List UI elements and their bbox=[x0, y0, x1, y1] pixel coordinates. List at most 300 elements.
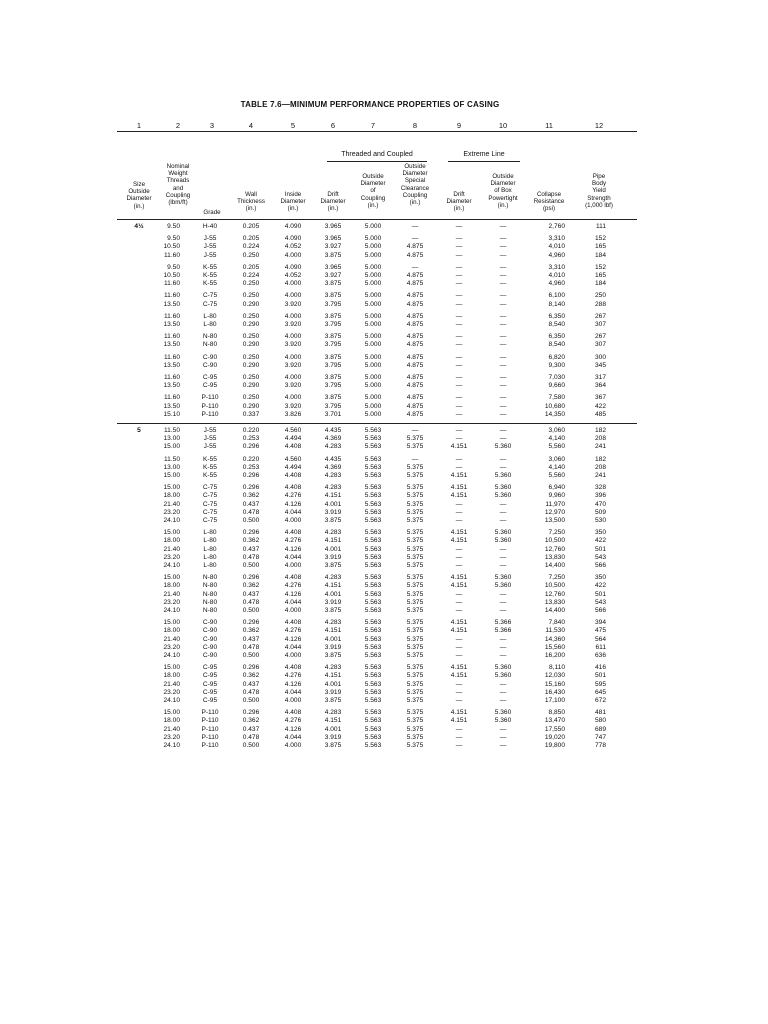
table-cell: 4.151 bbox=[324, 717, 342, 725]
table-cell: — bbox=[499, 321, 507, 328]
table-cell: 3.919 bbox=[324, 598, 342, 606]
table-cell: 8,110 bbox=[548, 664, 565, 672]
table-cell: N-80 bbox=[202, 574, 218, 582]
table-cell: 5.360 bbox=[494, 582, 512, 590]
table-cell: 13.50 bbox=[163, 361, 180, 369]
table-cell: 250 bbox=[594, 292, 606, 300]
table-cell: — bbox=[499, 688, 507, 696]
table-cell: 13.50 bbox=[163, 341, 180, 349]
table-cell: — bbox=[411, 455, 419, 463]
table-cell: L-80 bbox=[203, 545, 217, 553]
table-cell: 4.000 bbox=[284, 742, 302, 749]
column-header: Drift Diameter (in.) bbox=[320, 191, 346, 213]
table-cell: 4.000 bbox=[284, 697, 302, 704]
extreme-line-group-label: Extreme Line bbox=[463, 151, 505, 158]
table-cell: 0.250 bbox=[242, 292, 260, 300]
table-cell: 4.276 bbox=[284, 627, 302, 635]
table-cell: — bbox=[455, 251, 463, 259]
table-cell: 4.044 bbox=[284, 643, 302, 651]
table-cell: 6,350 bbox=[548, 312, 565, 320]
table-cell: 5.563 bbox=[364, 697, 382, 704]
table-row bbox=[0, 300, 768, 309]
column-header: Drift Diameter (in.) bbox=[446, 191, 472, 213]
table-cell: 24.10 bbox=[163, 517, 180, 524]
table-cell: 9,300 bbox=[548, 361, 565, 369]
table-cell: 10,500 bbox=[544, 537, 565, 545]
table-cell: 5.563 bbox=[364, 443, 382, 451]
column-number-row bbox=[0, 121, 768, 131]
table-cell: C-90 bbox=[202, 643, 218, 651]
table-cell: 0.478 bbox=[242, 733, 260, 741]
table-cell: 13.50 bbox=[163, 300, 180, 308]
table-cell: 4.000 bbox=[284, 312, 302, 320]
table-cell: 4.126 bbox=[284, 500, 302, 508]
table-cell: 672 bbox=[594, 697, 606, 704]
table-cell: K-55 bbox=[203, 272, 217, 279]
table-cell: — bbox=[455, 243, 463, 251]
table-cell: 4.875 bbox=[406, 333, 424, 341]
table-cell: 300 bbox=[594, 353, 606, 361]
table-cell: 5.375 bbox=[406, 545, 424, 553]
table-cell: 5.563 bbox=[364, 537, 382, 545]
table-cell: — bbox=[455, 341, 463, 349]
table-cell: 5.000 bbox=[364, 235, 382, 243]
table-cell: 778 bbox=[594, 742, 606, 749]
table-cell: 4.151 bbox=[450, 582, 468, 590]
table-cell: — bbox=[455, 263, 463, 271]
table-cell: 396 bbox=[594, 492, 606, 500]
table-cell: 0.296 bbox=[242, 619, 260, 627]
table-cell: 5.000 bbox=[364, 263, 382, 271]
table-cell: 0.290 bbox=[242, 341, 260, 349]
table-cell: 0.296 bbox=[242, 574, 260, 582]
table-cell: 24.10 bbox=[163, 697, 180, 704]
header-rule bbox=[117, 219, 637, 220]
table-cell: C-95 bbox=[202, 382, 218, 390]
table-title: TABLE 7.6—MINIMUM PERFORMANCE PROPERTIES OF CASING bbox=[240, 100, 500, 109]
table-cell: 13.50 bbox=[163, 402, 180, 410]
table-row bbox=[0, 320, 768, 329]
table-cell: 14,350 bbox=[544, 410, 565, 418]
table-cell: 0.437 bbox=[242, 545, 260, 553]
table-cell: 10,680 bbox=[544, 402, 565, 410]
table-cell: J-55 bbox=[203, 243, 217, 251]
table-cell: 4.044 bbox=[284, 508, 302, 516]
table-cell: 5.375 bbox=[406, 484, 424, 492]
table-cell: L-80 bbox=[203, 537, 217, 545]
table-cell: 4.283 bbox=[324, 529, 342, 537]
table-cell: 3.920 bbox=[284, 402, 302, 410]
table-cell: 5.000 bbox=[364, 223, 382, 230]
table-cell: 4.408 bbox=[284, 709, 302, 717]
table-cell: 475 bbox=[594, 627, 606, 635]
table-cell: 5.563 bbox=[364, 709, 382, 717]
table-cell: 0.250 bbox=[242, 251, 260, 259]
table-cell: — bbox=[499, 341, 507, 349]
column-header: Collapse Resistance (psi) bbox=[533, 191, 565, 213]
table-cell: 0.478 bbox=[242, 508, 260, 516]
table-cell: 5.000 bbox=[364, 361, 382, 369]
table-cell: 5.366 bbox=[494, 627, 512, 635]
table-cell: 5.000 bbox=[364, 382, 382, 390]
table-cell: 3.965 bbox=[324, 223, 342, 230]
table-cell: N-80 bbox=[202, 341, 218, 349]
table-cell: 0.362 bbox=[242, 492, 260, 500]
table-row bbox=[0, 222, 768, 231]
table-cell: 24.10 bbox=[163, 742, 180, 749]
table-cell: 4.126 bbox=[284, 635, 302, 643]
table-cell: 4.151 bbox=[324, 672, 342, 680]
table-cell: 5.563 bbox=[364, 672, 382, 680]
table-cell: — bbox=[499, 353, 507, 361]
table-cell: 3,310 bbox=[548, 263, 565, 271]
table-cell: 509 bbox=[594, 508, 606, 516]
table-cell: 14,400 bbox=[544, 562, 565, 569]
table-cell: 208 bbox=[594, 435, 606, 443]
table-cell: 15.00 bbox=[163, 529, 180, 537]
table-cell: 3.965 bbox=[324, 263, 342, 271]
table-cell: 8,850 bbox=[548, 709, 565, 717]
table-cell: 0.296 bbox=[242, 709, 260, 717]
table-cell: N-80 bbox=[202, 598, 218, 606]
table-cell: 3.875 bbox=[324, 607, 342, 614]
section-rule bbox=[117, 423, 637, 424]
table-cell: 4.875 bbox=[406, 394, 424, 402]
table-cell: 5.375 bbox=[406, 500, 424, 508]
table-cell: 0.437 bbox=[242, 725, 260, 733]
size-label: 5 bbox=[137, 427, 141, 434]
table-cell: 10,500 bbox=[544, 582, 565, 590]
table-cell: — bbox=[455, 223, 463, 230]
table-cell: 5.375 bbox=[406, 463, 424, 471]
table-cell: 0.500 bbox=[242, 652, 260, 659]
table-cell: 4.276 bbox=[284, 582, 302, 590]
column-number: 1 bbox=[136, 121, 142, 130]
table-cell: 636 bbox=[594, 652, 606, 659]
table-row bbox=[0, 442, 768, 451]
table-cell: 4.151 bbox=[450, 529, 468, 537]
table-cell: — bbox=[499, 223, 507, 230]
table-cell: — bbox=[499, 263, 507, 271]
column-number: 10 bbox=[498, 121, 508, 130]
table-cell: 5.375 bbox=[406, 529, 424, 537]
table-cell: 4.875 bbox=[406, 361, 424, 369]
table-cell: 7,030 bbox=[548, 374, 565, 381]
table-cell: — bbox=[455, 652, 463, 659]
table-cell: 267 bbox=[594, 333, 606, 341]
table-cell: C-75 bbox=[202, 517, 218, 524]
table-row bbox=[0, 381, 768, 390]
table-cell: 501 bbox=[594, 672, 606, 680]
table-cell: 5.375 bbox=[406, 492, 424, 500]
table-cell: — bbox=[499, 553, 507, 561]
table-cell: 5.375 bbox=[406, 742, 424, 749]
table-cell: — bbox=[455, 733, 463, 741]
table-cell: L-80 bbox=[203, 321, 217, 328]
table-row bbox=[0, 361, 768, 370]
table-cell: 4.151 bbox=[450, 484, 468, 492]
table-row bbox=[0, 410, 768, 419]
table-cell: — bbox=[499, 455, 507, 463]
table-cell: — bbox=[455, 300, 463, 308]
table-cell: 5.563 bbox=[364, 635, 382, 643]
table-cell: 5.563 bbox=[364, 500, 382, 508]
table-cell: 0.220 bbox=[242, 455, 260, 463]
table-cell: 5.360 bbox=[494, 529, 512, 537]
table-cell: 3.875 bbox=[324, 280, 342, 288]
table-cell: — bbox=[499, 697, 507, 704]
table-cell: 0.224 bbox=[242, 243, 260, 251]
table-cell: 3.919 bbox=[324, 733, 342, 741]
table-cell: 4.151 bbox=[450, 574, 468, 582]
table-cell: 0.250 bbox=[242, 280, 260, 288]
top-rule bbox=[117, 131, 637, 132]
table-cell: 350 bbox=[594, 529, 606, 537]
table-cell: K-55 bbox=[203, 263, 217, 271]
table-cell: 5.563 bbox=[364, 725, 382, 733]
table-cell: 0.478 bbox=[242, 643, 260, 651]
table-cell: 21.40 bbox=[163, 500, 180, 508]
table-cell: 3.875 bbox=[324, 394, 342, 402]
table-cell: 4.875 bbox=[406, 341, 424, 349]
table-cell: 4.435 bbox=[324, 455, 342, 463]
table-cell: 5.000 bbox=[364, 251, 382, 259]
table-cell: 3,060 bbox=[548, 455, 565, 463]
table-cell: L-80 bbox=[203, 562, 217, 569]
table-cell: — bbox=[499, 394, 507, 402]
table-cell: 5.375 bbox=[406, 635, 424, 643]
table-cell: 5.563 bbox=[364, 455, 382, 463]
table-cell: — bbox=[455, 508, 463, 516]
table-cell: 5.375 bbox=[406, 680, 424, 688]
table-cell: 4,960 bbox=[548, 251, 565, 259]
table-cell: 11.60 bbox=[163, 280, 180, 288]
column-header: Nominal Weight Threads and Coupling (lbm/ft) bbox=[165, 163, 191, 207]
table-cell: 3.875 bbox=[324, 353, 342, 361]
table-cell: 0.205 bbox=[242, 223, 260, 230]
table-cell: 5.563 bbox=[364, 590, 382, 598]
table-cell: 24.10 bbox=[163, 562, 180, 569]
table-cell: 184 bbox=[594, 251, 606, 259]
table-cell: — bbox=[499, 361, 507, 369]
table-cell: 350 bbox=[594, 574, 606, 582]
table-cell: 0.296 bbox=[242, 443, 260, 451]
table-cell: 4.276 bbox=[284, 492, 302, 500]
table-cell: C-90 bbox=[202, 652, 218, 659]
table-cell: 0.437 bbox=[242, 590, 260, 598]
table-cell: 5.000 bbox=[364, 353, 382, 361]
table-cell: — bbox=[499, 635, 507, 643]
table-cell: 0.250 bbox=[242, 394, 260, 402]
table-cell: 5.375 bbox=[406, 733, 424, 741]
table-cell: 12,760 bbox=[544, 545, 565, 553]
table-cell: C-90 bbox=[202, 361, 218, 369]
table-cell: C-95 bbox=[202, 697, 218, 704]
table-cell: 4.560 bbox=[284, 427, 302, 434]
table-cell: — bbox=[455, 500, 463, 508]
table-cell: — bbox=[455, 292, 463, 300]
table-cell: 7,580 bbox=[548, 394, 565, 402]
table-cell: C-95 bbox=[202, 672, 218, 680]
table-cell: — bbox=[499, 733, 507, 741]
column-header: Inside Diameter (in.) bbox=[280, 191, 306, 213]
table-cell: 5.375 bbox=[406, 688, 424, 696]
table-cell: 5.563 bbox=[364, 529, 382, 537]
table-cell: C-90 bbox=[202, 353, 218, 361]
table-cell: C-75 bbox=[202, 300, 218, 308]
table-cell: — bbox=[455, 562, 463, 569]
table-cell: 4.875 bbox=[406, 280, 424, 288]
column-number: 3 bbox=[209, 121, 215, 130]
table-cell: 13,470 bbox=[544, 717, 565, 725]
table-cell: 4.001 bbox=[324, 635, 342, 643]
table-cell: — bbox=[455, 742, 463, 749]
table-cell: 5.360 bbox=[494, 672, 512, 680]
table-cell: 12,030 bbox=[544, 672, 565, 680]
table-cell: 8,540 bbox=[548, 341, 565, 349]
table-cell: 0.500 bbox=[242, 742, 260, 749]
table-cell: — bbox=[455, 697, 463, 704]
table-cell: — bbox=[499, 251, 507, 259]
table-row bbox=[0, 279, 768, 288]
table-cell: 5.375 bbox=[406, 664, 424, 672]
table-cell: 4.408 bbox=[284, 472, 302, 479]
table-cell: 4.151 bbox=[450, 537, 468, 545]
table-cell: J-55 bbox=[203, 235, 217, 243]
table-cell: 4.001 bbox=[324, 500, 342, 508]
table-cell: 0.250 bbox=[242, 333, 260, 341]
table-cell: 595 bbox=[594, 680, 606, 688]
table-cell: — bbox=[499, 243, 507, 251]
table-cell: C-75 bbox=[202, 500, 218, 508]
table-cell: 13.50 bbox=[163, 382, 180, 390]
table-cell: 3.795 bbox=[324, 402, 342, 410]
table-cell: 13,830 bbox=[544, 553, 565, 561]
table-cell: 5.563 bbox=[364, 472, 382, 479]
table-cell: 5.563 bbox=[364, 484, 382, 492]
table-cell: 5.000 bbox=[364, 333, 382, 341]
table-cell: — bbox=[455, 382, 463, 390]
column-number: 11 bbox=[545, 121, 553, 130]
table-cell: — bbox=[455, 680, 463, 688]
table-cell: 11.50 bbox=[163, 455, 180, 463]
table-cell: 4.001 bbox=[324, 680, 342, 688]
table-cell: 4.000 bbox=[284, 280, 302, 288]
table-cell: 4.875 bbox=[406, 243, 424, 251]
table-cell: 15.00 bbox=[163, 619, 180, 627]
column-header: Grade bbox=[203, 209, 221, 216]
table-cell: — bbox=[455, 394, 463, 402]
table-cell: 4.090 bbox=[284, 223, 302, 230]
table-cell: 3,310 bbox=[548, 235, 565, 243]
table-cell: 18.00 bbox=[163, 492, 180, 500]
table-cell: 4.000 bbox=[284, 607, 302, 614]
table-cell: 4.000 bbox=[284, 562, 302, 569]
table-cell: — bbox=[499, 427, 507, 434]
table-cell: 3.920 bbox=[284, 321, 302, 328]
table-cell: 5.563 bbox=[364, 427, 382, 434]
table-cell: N-80 bbox=[202, 582, 218, 590]
table-cell: P-110 bbox=[201, 733, 219, 741]
table-cell: C-95 bbox=[202, 664, 218, 672]
table-cell: 9.50 bbox=[167, 235, 180, 243]
table-cell: 5.360 bbox=[494, 492, 512, 500]
table-cell: 0.478 bbox=[242, 688, 260, 696]
table-cell: 0.500 bbox=[242, 562, 260, 569]
table-cell: P-110 bbox=[201, 402, 219, 410]
table-cell: C-90 bbox=[202, 619, 218, 627]
table-cell: 307 bbox=[594, 321, 606, 328]
table-cell: 5.563 bbox=[364, 517, 382, 524]
table-cell: 4.408 bbox=[284, 619, 302, 627]
table-cell: 367 bbox=[594, 394, 606, 402]
table-cell: 182 bbox=[594, 455, 606, 463]
table-cell: — bbox=[411, 235, 419, 243]
table-cell: — bbox=[455, 463, 463, 471]
table-cell: 4.283 bbox=[324, 574, 342, 582]
table-cell: 4.126 bbox=[284, 680, 302, 688]
table-cell: 3.795 bbox=[324, 382, 342, 390]
table-cell: 3,060 bbox=[548, 427, 565, 434]
table-cell: C-90 bbox=[202, 635, 218, 643]
table-cell: — bbox=[499, 508, 507, 516]
table-cell: 3.701 bbox=[324, 410, 342, 418]
table-cell: L-80 bbox=[203, 312, 217, 320]
table-cell: 11.60 bbox=[163, 394, 180, 402]
table-cell: — bbox=[455, 280, 463, 288]
table-cell: 5.375 bbox=[406, 725, 424, 733]
table-cell: 4.151 bbox=[450, 664, 468, 672]
table-cell: 5.360 bbox=[494, 537, 512, 545]
table-cell: — bbox=[499, 680, 507, 688]
table-cell: 0.437 bbox=[242, 500, 260, 508]
table-cell: 3.875 bbox=[324, 697, 342, 704]
table-cell: 9.50 bbox=[167, 223, 180, 230]
column-number: 2 bbox=[175, 121, 181, 130]
table-cell: 5.563 bbox=[364, 553, 382, 561]
table-cell: C-90 bbox=[202, 627, 218, 635]
table-cell: 5.563 bbox=[364, 582, 382, 590]
table-cell: — bbox=[499, 280, 507, 288]
table-cell: — bbox=[499, 292, 507, 300]
table-cell: 8,140 bbox=[548, 300, 565, 308]
column-header: Outside Diameter Special Clearance Coupling (in.) bbox=[400, 163, 430, 207]
table-cell: 5.563 bbox=[364, 574, 382, 582]
threaded-coupled-rule bbox=[327, 161, 427, 162]
table-row bbox=[0, 471, 768, 480]
table-row bbox=[0, 340, 768, 349]
table-cell: 4.283 bbox=[324, 709, 342, 717]
table-cell: — bbox=[455, 598, 463, 606]
table-cell: 4.408 bbox=[284, 443, 302, 451]
table-cell: 5.375 bbox=[406, 562, 424, 569]
column-number: 12 bbox=[594, 121, 604, 130]
table-cell: 182 bbox=[594, 427, 606, 434]
table-cell: — bbox=[499, 235, 507, 243]
table-cell: 611 bbox=[595, 643, 606, 651]
table-cell: 5.563 bbox=[364, 627, 382, 635]
table-cell: — bbox=[455, 353, 463, 361]
table-cell: 4.283 bbox=[324, 472, 342, 479]
table-cell: 0.337 bbox=[242, 410, 260, 418]
table-cell: 5.360 bbox=[494, 709, 512, 717]
table-cell: 4.283 bbox=[324, 619, 342, 627]
table-cell: 4.283 bbox=[324, 664, 342, 672]
table-cell: 4.000 bbox=[284, 517, 302, 524]
table-cell: 5.563 bbox=[364, 463, 382, 471]
table-cell: 0.250 bbox=[242, 374, 260, 381]
table-cell: 16,430 bbox=[544, 688, 565, 696]
